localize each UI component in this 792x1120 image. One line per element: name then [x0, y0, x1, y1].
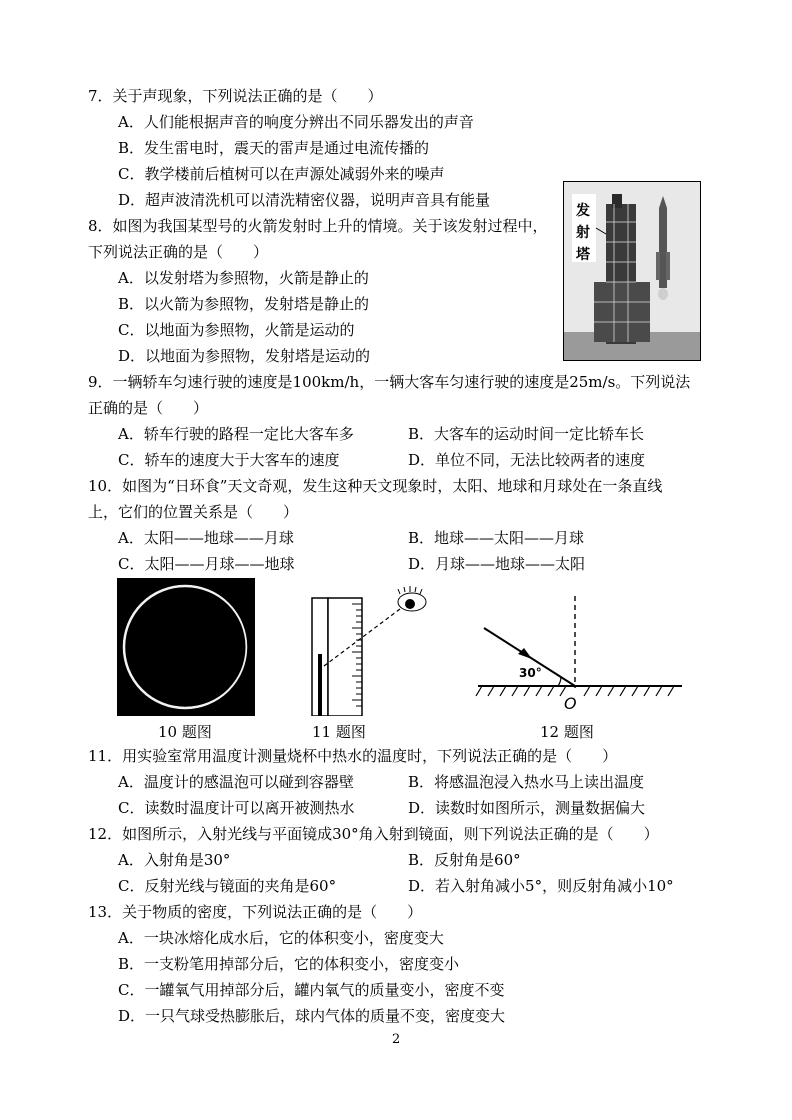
q12-option-a: A．入射角是30° — [118, 851, 231, 869]
page-number: 2 — [392, 1032, 401, 1047]
q9-stem-line1: 9．一辆轿车匀速行驶的速度是100km/h，一辆大客车匀速行驶的速度是25m/s。下列说法 — [88, 373, 691, 391]
q13-option-d: D．一只气球受热膨胀后，球内气体的质量不变，密度变大 — [118, 1007, 506, 1025]
eclipse-ring — [117, 578, 255, 716]
q12-stem: 12．如图所示，入射光线与平面镜成30°角入射到镜面，则下列说法正确的是（ ） — [88, 825, 659, 843]
q7-option-c: C．教学楼前后植树可以在声源处减弱外来的噪声 — [118, 165, 445, 183]
q13-option-b: B．一支粉笔用掉部分后，它的体积变小，密度变小 — [118, 955, 460, 973]
q9-option-d: D．单位不同，无法比较两者的速度 — [408, 451, 646, 469]
thermometer-drawing — [302, 584, 434, 716]
q11-option-a: A．温度计的感温泡可以碰到容器壁 — [118, 773, 354, 791]
figure-10-caption: 10 题图 — [158, 723, 212, 741]
q7-option-b: B．发生雷电时，震天的雷声是通过电流传播的 — [118, 139, 430, 157]
q8-option-a: A．以发射塔为参照物，火箭是静止的 — [118, 269, 369, 287]
q9-option-b: B．大客车的运动时间一定比轿车长 — [408, 425, 645, 443]
launch-tower-label-char-2: 射 — [576, 225, 590, 241]
q11-option-d: D．读数时如图所示，测量数据偏大 — [408, 799, 646, 817]
q10-stem-line1: 10．如图为“日环食”天文奇观，发生这种天文现象时，太阳、地球和月球处在一条直线 — [88, 477, 663, 495]
q10-option-d: D．月球——地球——太阳 — [408, 555, 586, 573]
q11-option-b: B．将感温泡浸入热水马上读出温度 — [408, 773, 645, 791]
point-o-label: O — [564, 694, 577, 713]
q12-option-b: B．反射角是60° — [408, 851, 521, 869]
launch-tower-label — [576, 200, 590, 266]
q10-option-b: B．地球——太阳——月球 — [408, 529, 585, 547]
q10-option-a: A．太阳——地球——月球 — [118, 529, 294, 547]
figure-11-caption: 11 题图 — [312, 723, 366, 741]
reflection-diagram — [472, 596, 688, 714]
annular-eclipse-photo — [117, 578, 255, 716]
q9-option-a: A．轿车行驶的路程一定比大客车多 — [118, 425, 354, 443]
q8-option-b: B．以火箭为参照物，发射塔是静止的 — [118, 295, 370, 313]
q8-stem-line1: 8．如图为我国某型号的火箭发射时上升的情境。关于该发射过程中， — [88, 217, 548, 235]
q8-option-d: D．以地面为参照物，发射塔是运动的 — [118, 347, 371, 365]
rocket-launch-photo — [563, 181, 701, 361]
q8-option-c: C．以地面为参照物，火箭是运动的 — [118, 321, 355, 339]
q7-stem: 7．关于声现象，下列说法正确的是（ ） — [88, 87, 383, 105]
reflection-figure — [472, 596, 688, 714]
figure-12-caption: 12 题图 — [540, 723, 594, 741]
q13-option-a: A．一块冰熔化成水后，它的体积变小，密度变大 — [118, 929, 444, 947]
q7-option-a: A．人们能根据声音的响度分辨出不同乐器发出的声音 — [118, 113, 474, 131]
launch-tower-label-char-1: 发 — [576, 203, 590, 219]
q11-stem: 11．用实验室常用温度计测量烧杯中热水的温度时，下列说法正确的是（ ） — [88, 747, 618, 765]
angle-30-label: 30° — [519, 666, 542, 680]
q7-option-d: D．超声波清洗机可以清洗精密仪器，说明声音具有能量 — [118, 191, 491, 209]
launch-tower-label-char-3: 塔 — [576, 247, 590, 263]
q10-stem-line2: 上，它们的位置关系是（ ） — [88, 503, 299, 521]
q8-stem-line2: 下列说法正确的是（ ） — [88, 243, 269, 261]
q10-option-c: C．太阳——月球——地球 — [118, 555, 295, 573]
q13-option-c: C．一罐氧气用掉部分后，罐内氧气的质量变小，密度不变 — [118, 981, 505, 999]
thermometer-figure — [302, 584, 434, 716]
q12-option-d: D．若入射角减小5°，则反射角减小10° — [408, 877, 674, 895]
q11-option-c: C．读数时温度计可以离开被测热水 — [118, 799, 355, 817]
q12-option-c: C．反射光线与镜面的夹角是60° — [118, 877, 337, 895]
q13-stem: 13．关于物质的密度，下列说法正确的是（ ） — [88, 903, 423, 921]
q9-option-c: C．轿车的速度大于大客车的速度 — [118, 451, 340, 469]
q9-stem-line2: 正确的是（ ） — [88, 399, 209, 417]
